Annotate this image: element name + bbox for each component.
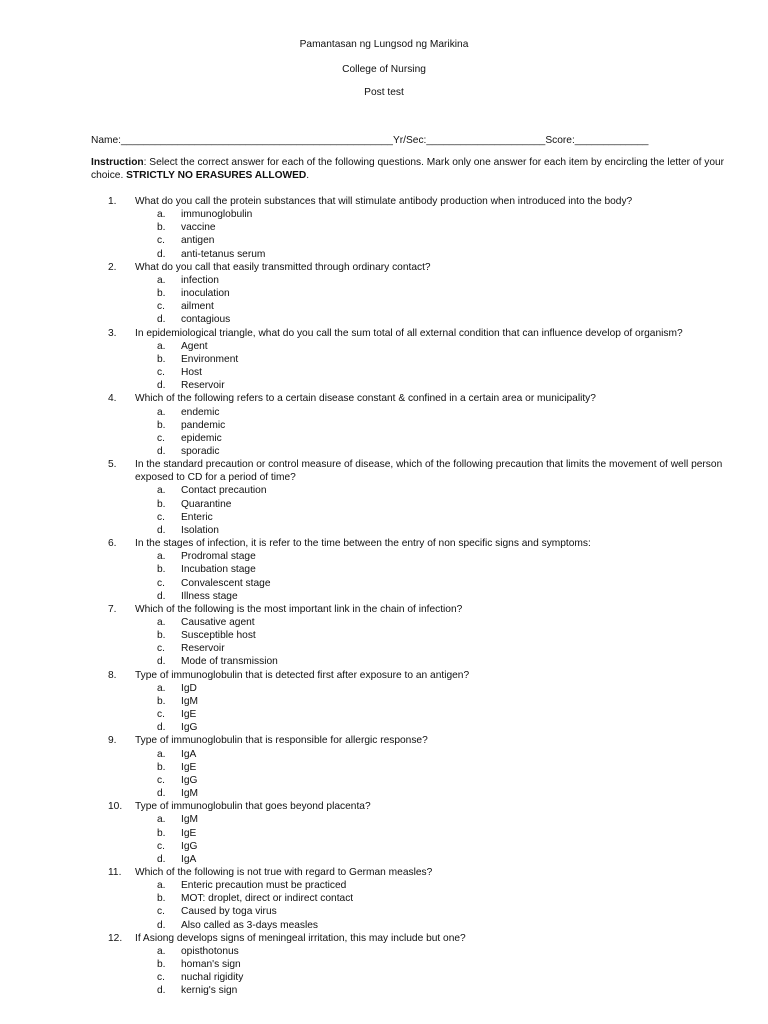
question-item: [108, 392, 733, 458]
option-text: opisthotonus: [181, 945, 239, 957]
option-letter: b.: [157, 564, 166, 576]
answer-option[interactable]: [108, 971, 733, 984]
answer-option[interactable]: [108, 813, 733, 826]
option-text: IgE: [181, 709, 197, 721]
answer-option[interactable]: [108, 774, 733, 787]
option-letter: d.: [157, 985, 166, 997]
answer-option[interactable]: [108, 629, 733, 642]
instruction-end: .: [306, 170, 310, 181]
question-item: [108, 537, 733, 603]
option-text: infection: [181, 274, 219, 286]
student-info-line: Name:________________________________________________Yr/Sec:_____________________Score:_____________: [91, 135, 649, 146]
answer-option[interactable]: [108, 563, 733, 576]
answer-option[interactable]: [108, 708, 733, 721]
question-text: In the standard precaution or control measure of disease, which of the following precaution that limits the movement of well person exposed to CD for a period of time?: [135, 459, 723, 484]
option-text: Caused by toga virus: [181, 906, 277, 918]
question-number: 1.: [108, 196, 117, 207]
option-letter: c.: [157, 432, 165, 444]
option-letter: c.: [157, 906, 165, 918]
question-text: Type of immunoglobulin that is responsible for allergic response?: [135, 735, 428, 747]
option-letter: c.: [157, 511, 165, 523]
option-letter: a.: [157, 485, 166, 497]
instruction-emphasis: STRICTLY NO ERASURES ALLOWED: [126, 170, 307, 181]
question-number: 5.: [108, 459, 117, 471]
option-letter: b.: [157, 893, 166, 905]
answer-option[interactable]: [108, 406, 733, 419]
option-letter: d.: [157, 314, 166, 326]
answer-option[interactable]: [108, 577, 733, 590]
option-text: Convalescent stage: [181, 577, 271, 589]
option-letter: d.: [157, 380, 166, 392]
question-list: [108, 195, 733, 998]
option-letter: d.: [157, 722, 166, 734]
option-letter: c.: [157, 972, 165, 984]
option-text: Reservoir: [181, 643, 225, 655]
question-number: 2.: [108, 261, 117, 273]
answer-option[interactable]: [108, 221, 733, 234]
option-letter: a.: [157, 814, 166, 826]
answer-option[interactable]: [108, 590, 733, 603]
question-text: What do you call the protein substances that will stimulate antibody production when introduced into the body?: [135, 196, 633, 207]
answer-option[interactable]: [108, 682, 733, 695]
question-text: Type of immunoglobulin that goes beyond placenta?: [135, 801, 371, 813]
option-text: endemic: [181, 406, 220, 418]
option-text: IgE: [181, 761, 197, 773]
question-number: 12.: [108, 932, 123, 944]
question-item: [108, 734, 733, 800]
option-text: IgA: [181, 748, 197, 760]
option-text: anti-tetanus serum: [181, 248, 266, 260]
option-text: kernig's sign: [181, 985, 238, 997]
answer-option[interactable]: [108, 498, 733, 511]
option-letter: a.: [157, 682, 166, 694]
option-letter: d.: [157, 590, 166, 602]
college-name: College of Nursing: [342, 64, 426, 75]
answer-option[interactable]: [108, 945, 733, 958]
option-letter: a.: [157, 880, 166, 892]
answer-option[interactable]: [108, 748, 733, 761]
option-text: Quarantine: [181, 498, 232, 510]
question-text: Which of the following is the most important link in the chain of infection?: [135, 603, 463, 615]
option-text: Susceptible host: [181, 630, 256, 642]
question-number: 8.: [108, 669, 117, 681]
option-letter: b.: [157, 353, 166, 365]
question-text: What do you call that easily transmitted through ordinary contact?: [135, 261, 431, 273]
answer-option[interactable]: [108, 655, 733, 668]
option-text: inoculation: [181, 288, 230, 300]
answer-option[interactable]: [108, 695, 733, 708]
answer-option[interactable]: [108, 840, 733, 853]
answer-option[interactable]: [108, 248, 733, 261]
option-text: Environment: [181, 353, 239, 365]
option-letter: b.: [157, 827, 166, 839]
option-text: IgD: [181, 682, 197, 694]
option-letter: c.: [157, 643, 165, 655]
option-letter: b.: [157, 222, 166, 234]
question-number: 3.: [108, 327, 117, 339]
option-letter: b.: [157, 419, 166, 431]
option-letter: a.: [157, 945, 166, 957]
question-text: Which of the following refers to a certain disease constant & confined in a certain area or municipality?: [135, 393, 596, 405]
question-number: 4.: [108, 393, 117, 405]
question-number: 6.: [108, 538, 117, 550]
option-text: Causative agent: [181, 617, 255, 628]
option-text: IgG: [181, 722, 198, 734]
option-letter: d.: [157, 248, 166, 260]
question-text: Which of the following is not true with regard to German measles?: [135, 866, 433, 878]
option-letter: c.: [157, 840, 165, 852]
option-letter: a.: [157, 340, 166, 352]
option-text: Illness stage: [181, 590, 238, 602]
option-letter: a.: [157, 551, 166, 563]
answer-option[interactable]: [108, 879, 733, 892]
answer-option[interactable]: [108, 853, 733, 866]
option-text: pandemic: [181, 419, 226, 431]
option-text: MOT: droplet, direct or indirect contact: [181, 893, 354, 905]
university-name: Pamantasan ng Lungsod ng Marikina: [299, 39, 469, 50]
option-letter: c.: [157, 709, 165, 721]
test-title: Post test: [364, 87, 404, 98]
option-text: IgM: [181, 695, 198, 707]
answer-option[interactable]: [108, 234, 733, 247]
option-letter: c.: [157, 235, 165, 247]
answer-option[interactable]: [108, 445, 733, 458]
question-number: 11.: [108, 866, 122, 878]
option-letter: d.: [157, 524, 166, 536]
answer-option[interactable]: [108, 313, 733, 326]
option-text: IgG: [181, 840, 198, 852]
option-text: ailment: [181, 301, 214, 313]
answer-option[interactable]: [108, 353, 733, 366]
answer-option[interactable]: [108, 919, 733, 932]
option-letter: d.: [157, 656, 166, 668]
option-letter: d.: [157, 445, 166, 457]
question-number: 7.: [108, 603, 117, 615]
answer-option[interactable]: [108, 274, 733, 287]
answer-option[interactable]: [108, 484, 733, 497]
option-letter: a.: [157, 617, 166, 628]
answer-option[interactable]: [108, 958, 733, 971]
option-text: Reservoir: [181, 380, 225, 392]
option-letter: d.: [157, 919, 166, 931]
answer-option[interactable]: [108, 379, 733, 392]
option-text: homan's sign: [181, 959, 241, 971]
question-text: In epidemiological triangle, what do you call the sum total of all external condition that can influence develop of organism?: [135, 327, 683, 339]
option-letter: b.: [157, 761, 166, 773]
option-letter: b.: [157, 695, 166, 707]
option-text: IgA: [181, 853, 197, 865]
answer-option[interactable]: [108, 524, 733, 537]
option-text: IgM: [181, 814, 198, 826]
option-text: Mode of transmission: [181, 656, 278, 668]
option-text: IgM: [181, 788, 198, 800]
option-letter: d.: [157, 853, 166, 865]
option-letter: d.: [157, 788, 166, 800]
question-item: [108, 603, 733, 669]
question-item: [108, 195, 733, 261]
option-letter: b.: [157, 498, 166, 510]
option-text: nuchal rigidity: [181, 972, 244, 984]
option-letter: b.: [157, 288, 166, 300]
question-number: 10.: [108, 801, 123, 813]
question-text: If Asiong develops signs of meningeal irritation, this may include but one?: [135, 932, 466, 944]
option-text: Enteric: [181, 511, 213, 523]
option-letter: a.: [157, 274, 166, 286]
option-text: IgG: [181, 774, 198, 786]
option-text: Also called as 3-days measles: [181, 919, 319, 931]
option-text: Enteric precaution must be practiced: [181, 880, 347, 892]
option-letter: b.: [157, 959, 166, 971]
answer-option[interactable]: [108, 721, 733, 734]
option-text: IgE: [181, 827, 197, 839]
option-text: Prodromal stage: [181, 551, 256, 563]
question-text: In the stages of infection, it is refer to the time between the entry of non specific signs and symptoms:: [135, 538, 591, 550]
option-text: contagious: [181, 314, 231, 326]
question-item: [108, 932, 733, 998]
option-letter: c.: [157, 301, 165, 313]
option-text: epidemic: [181, 432, 222, 444]
question-item: [108, 261, 733, 327]
answer-option[interactable]: [108, 616, 733, 629]
answer-option[interactable]: [108, 827, 733, 840]
option-letter: b.: [157, 630, 166, 642]
answer-option[interactable]: [108, 340, 733, 353]
answer-option[interactable]: [108, 208, 733, 221]
option-text: Contact precaution: [181, 485, 267, 497]
question-item: [108, 800, 733, 866]
option-letter: a.: [157, 209, 166, 221]
option-letter: c.: [157, 367, 165, 379]
option-text: Incubation stage: [181, 564, 256, 576]
instruction-text: : Select the correct answer for each of the following questions. Mark only one answer for each item by encircling the letter of your choice.: [91, 157, 725, 181]
instruction-label: Instruction: [91, 157, 144, 168]
instruction-paragraph: [91, 156, 731, 182]
option-text: sporadic: [181, 445, 220, 457]
answer-option[interactable]: [108, 787, 733, 800]
answer-option[interactable]: [108, 300, 733, 313]
answer-option[interactable]: [108, 366, 733, 379]
option-text: immunoglobulin: [181, 209, 253, 221]
option-letter: a.: [157, 406, 166, 418]
question-item: [108, 866, 733, 932]
question-item: [108, 458, 733, 537]
option-text: antigen: [181, 235, 215, 247]
option-letter: c.: [157, 774, 165, 786]
answer-option[interactable]: [108, 892, 733, 905]
option-text: Agent: [181, 340, 208, 352]
answer-option[interactable]: [108, 419, 733, 432]
answer-option[interactable]: [108, 550, 733, 563]
option-letter: c.: [157, 577, 165, 589]
option-letter: a.: [157, 748, 166, 760]
answer-option[interactable]: [108, 984, 733, 997]
question-text: Type of immunoglobulin that is detected first after exposure to an antigen?: [135, 669, 470, 681]
option-text: Host: [181, 367, 202, 379]
question-item: [108, 327, 733, 393]
option-text: Isolation: [181, 524, 219, 536]
answer-option[interactable]: [108, 642, 733, 655]
answer-option[interactable]: [108, 511, 733, 524]
answer-option[interactable]: [108, 432, 733, 445]
answer-option[interactable]: [108, 761, 733, 774]
answer-option[interactable]: [108, 905, 733, 918]
option-text: vaccine: [181, 222, 216, 234]
question-number: 9.: [108, 735, 117, 747]
question-item: [108, 669, 733, 735]
answer-option[interactable]: [108, 287, 733, 300]
